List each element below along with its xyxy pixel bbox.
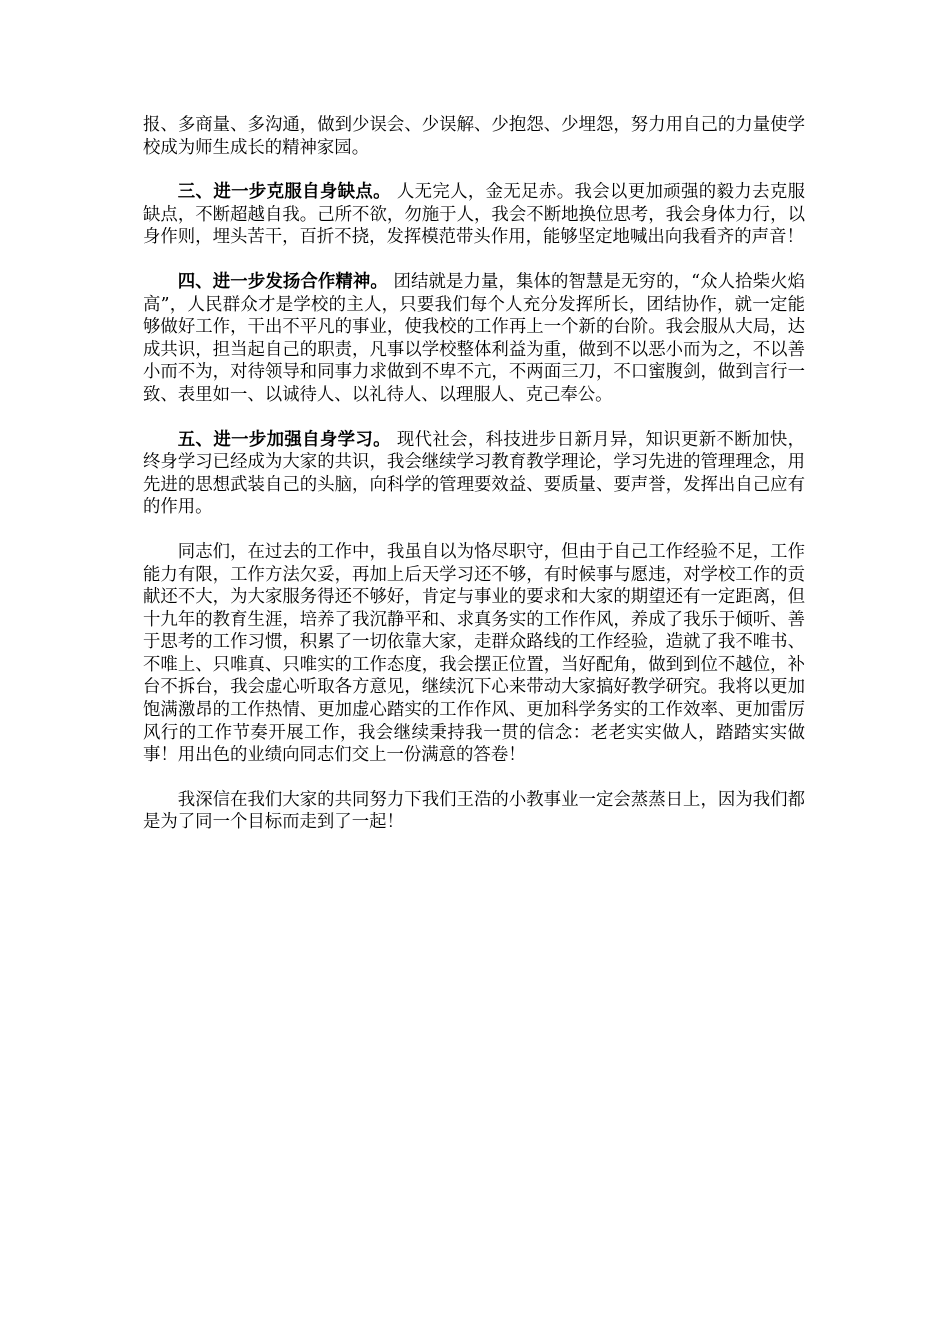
paragraph-text: 现代社会，科技进步日新月异，知识更新不断加快，终身学习已经成为大家的共识，我会继续学习教育教学理论，学习先进的管理理念，用先进的思想武装自己的头脑，向科学的管理要效益、要质量、要声誉，发挥出自己应有的作用。	[143, 429, 805, 518]
paragraph-text: 我深信在我们大家的共同努力下我们王浩的小教事业一定会蒸蒸日上，因为我们都是为了同一个目标而走到了一起！	[143, 789, 805, 833]
section-heading: 三、进一步克服自身缺点。	[177, 182, 391, 203]
paragraph-text: 人无完人，金无足赤。我会以更加顽强的毅力去克服缺点，不断超越自我。己所不欲，勿施于人，我会不断地换位思考，我会身体力行，以身作则，埋头苦干，百折不挠，发挥模范带头作用，能够坚定地喊出向我看齐的声音！	[143, 182, 805, 248]
paragraph-comrades	[143, 541, 805, 767]
paragraph-section-three	[143, 181, 805, 249]
paragraph-text: 同志们，在过去的工作中，我虽自以为恪尽职守，但由于自己工作经验不足，工作能力有限，工作方法欠妥，再加上后天学习还不够，有时候事与愿违，对学校工作的贡献还不大，为大家服务得还不够好，肯定与事业的要求和大家的期望还有一定距离，但十九年的教育生涯，培养了我沉静平和、求真务实的工作作风，养成了我乐于倾听、善于思考的工作习惯，积累了一切依靠大家，走群众路线的工作经验，造就了我不唯书、不唯上、只唯真、只唯实的工作态度，我会摆正位置，当好配角，做到到位不越位，补台不拆台，我会虚心听取各方意见，继续沉下心来带动大家搞好教学研究。我将以更加饱满激昂的工作热情、更加虚心踏实的工作作风、更加科学务实的工作效率、更加雷厉风行的工作节奏开展工作，我会继续秉持我一贯的信念：老老实实做人，踏踏实实做事！用出色的业绩向同志们交上一份满意的答卷！	[143, 541, 805, 766]
section-heading: 五、进一步加强自身学习。	[177, 429, 391, 450]
document-page	[143, 114, 805, 834]
paragraph-continuation	[143, 114, 805, 159]
paragraph-text: 报、多商量、多沟通，做到少误会、少误解、少抱怨、少埋怨，努力用自己的力量使学校成为师生成长的精神家园。	[143, 115, 805, 158]
section-heading: 四、进一步发扬合作精神。	[177, 271, 388, 292]
paragraph-closing	[143, 789, 805, 834]
paragraph-text: 团结就是力量，集体的智慧是无穷的，“众人拾柴火焰高”，人民群众才是学校的主人，只要我们每个人充分发挥所长，团结协作，就一定能够做好工作，干出不平凡的事业，使我校的工作再上一个新的台阶。我会服从大局，达成共识，担当起自己的职责，凡事以学校整体利益为重，做到不以恶小而为之，不以善小而不为，对待领导和同事力求做到不卑不亢，不两面三刀，不口蜜腹剑，做到言行一致、表里如一、以诚待人、以礼待人、以理服人、克己奉公。	[143, 271, 805, 405]
paragraph-section-four	[143, 271, 805, 407]
paragraph-section-five	[143, 429, 805, 519]
